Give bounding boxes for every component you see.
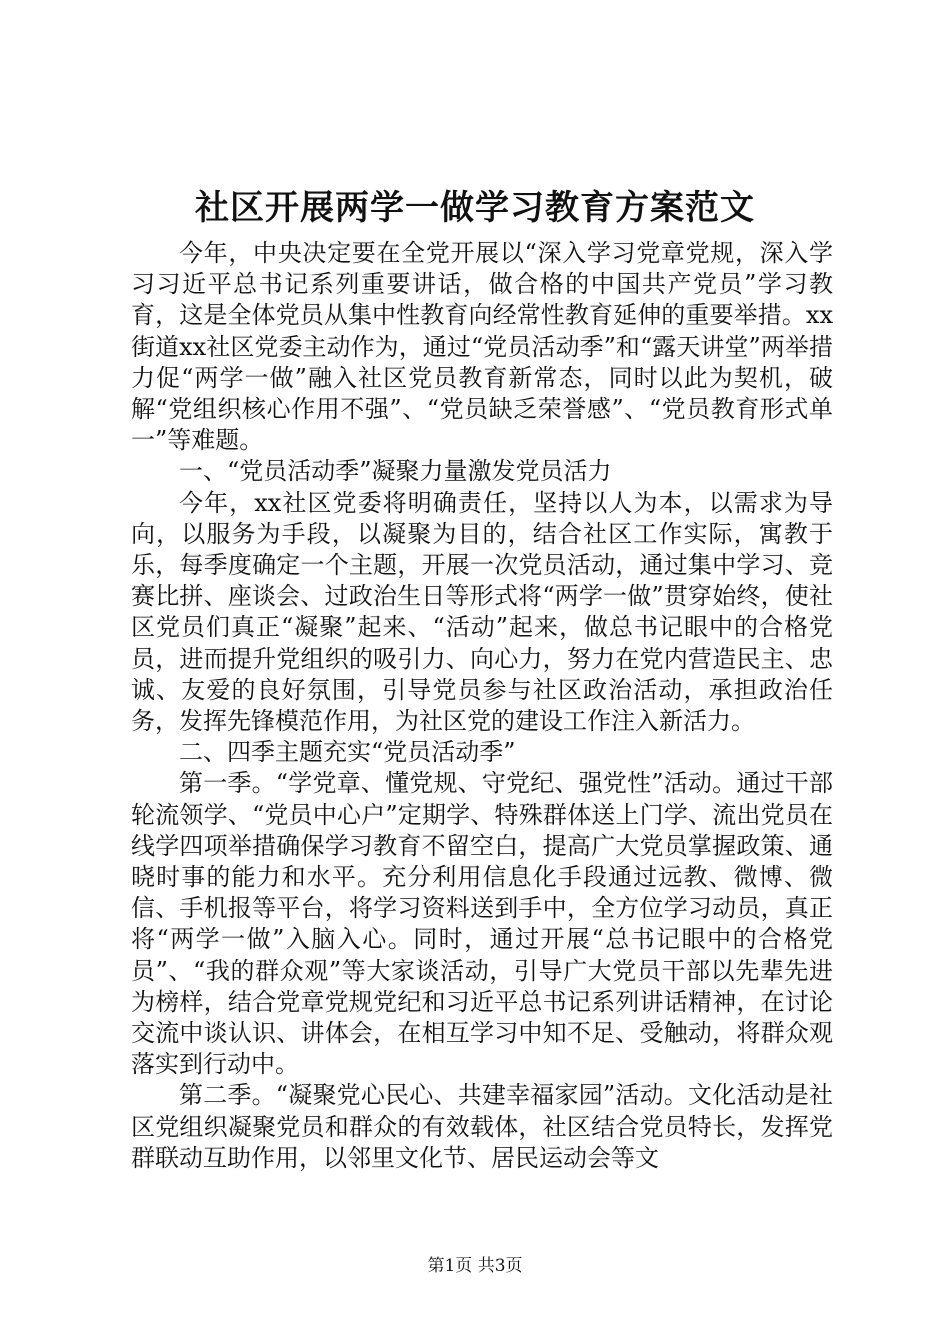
paragraph-intro: 今年，中央决定要在全党开展以“深入学习党章党规，深入学习习近平总书记系列重要讲话，做合格的中国共产党员”学习教育，这是全体党员从集中性教育向经常性教育延伸的重要举措。xx街道xx社区党委主动作为，通过“党员活动季”和“露天讲堂”两举措力促“两学一做”融入社区党员教育新常态，同时以此为契机，破解“党组织核心作用不强”、“党员缺乏荣誉感”、“党员教育形式单一”等难题。 [131,239,833,455]
document-body [131,238,833,1174]
document-title: 社区开展两学一做学习教育方案范文 [195,188,755,228]
paragraph-section-1: 今年，xx社区党委将明确责任，坚持以人为本，以需求为导向，以服务为手段，以凝聚为目的，结合社区工作实际，寓教于乐，每季度确定一个主题，开展一次党员活动，通过集中学习、竞赛比拼、座谈会、过政治生日等形式将“两学一做”贯穿始终，使社区党员们真正“凝聚”起来、“活动”起来，做总书记眼中的合格党员，进而提升党组织的吸引力、向心力，努力在党内营造民主、忠诚、友爱的良好氛围，引导党员参与社区政治活动，承担政治任务，发挥先锋模范作用，为社区党的建设工作注入新活力。 [131,488,833,736]
heading-section-2: 二、四季主题充实“党员活动季” [179,738,516,767]
paragraph-season-1: 第一季。“学党章、懂党规、守党纪、强党性”活动。通过干部轮流领学、“党员中心户”定期学、特殊群体送上门学、流出党员在线学四项举措确保学习教育不留空白，提高广大党员掌握政策、通晓时事的能力和水平。充分利用信息化手段通过远教、微博、微信、手机报等平台，将学习资料送到手中，全方位学习动员，真正将“两学一做”入脑入心。同时，通过开展“总书记眼中的合格党员”、“我的群众观”等大家谈活动，引导广大党员干部以先辈先进为榜样，结合党章党规党纪和习近平总书记系列讲话精神，在讨论交流中谈认识、讲体会，在相互学习中知不足、受触动，将群众观落实到行动中。 [131,769,833,1079]
paragraph-season-2: 第二季。“凝聚党心民心、共建幸福家园”活动。文化活动是社区党组织凝聚党员和群众的有效载体，社区结合党员特长，发挥党群联动互助作用，以邻里文化节、居民运动会等文 [131,1081,833,1172]
heading-section-1: 一、“党员活动季”凝聚力量激发党员活力 [179,457,612,486]
page-footer [0,1255,950,1277]
page-indicator: 第1页 共3页 [427,1256,523,1276]
